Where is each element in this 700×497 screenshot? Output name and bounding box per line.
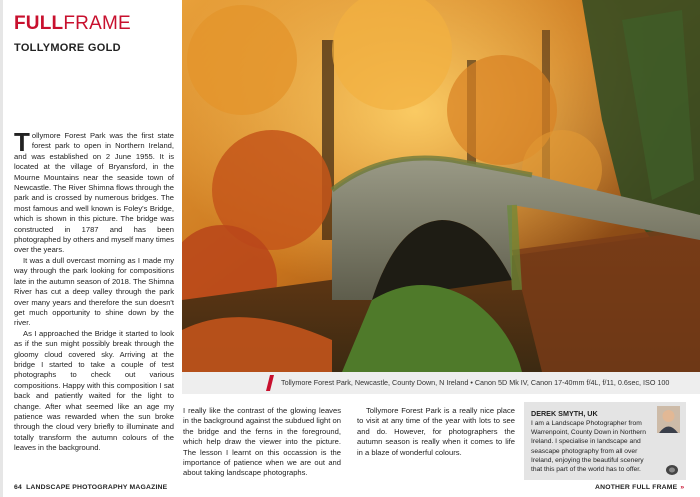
page-footer <box>14 484 167 491</box>
photo-caption: Tollymore Forest Park, Newcastle, County Down, N Ireland • Canon 5D Mk IV, Canon 17-40mm f/4L, f/11, 0.6sec, ISO 100 <box>281 378 670 387</box>
page-number: 64 <box>14 484 22 491</box>
page-edge <box>0 0 3 497</box>
magazine-name: LANDSCAPE PHOTOGRAPHY MAGAZINE <box>26 484 168 491</box>
paragraph-1 <box>14 127 174 256</box>
paragraph-4: I really like the contrast of the glowing leaves in the background against the subdued light on the bridge and the ferns in the foreground, which help draw the viewer into the picture. The lesson I learnt on this occassion is the importance of patience when we are out and about taking landscape photographs. <box>183 406 341 478</box>
double-chevron-right-icon: » <box>680 484 685 491</box>
section-masthead <box>14 13 131 35</box>
article-title: TOLLYMORE GOLD <box>14 42 121 54</box>
avatar <box>657 406 680 433</box>
author-name: DEREK SMYTH, UK <box>531 409 598 418</box>
masthead-bold: FULL <box>14 13 64 34</box>
paragraph-1-text: ollymore Forest Park was the first state forest park to open in Northern Ireland, and was established on 2 June 1955. It is located at the village of Bryansford, in the Mourne Mountains near the seaside town of Newcastle. The River Shimna flows through the park and is crossed by numerous bridges. The most famous and well known is Foley's Bridge, which is shown in this picture. The bridge was constructed in 1787 and has been photographed by others and myself many times over the years. <box>14 131 174 255</box>
paragraph-3: As I approached the Bridge it started to look as if the sun might possibly break through the gloomy cloud covered sky. Arriving at the bridge I started to take a couple of test photographs to check out various compositions. Happy with this composition I sat back and patiently waited for the light to change. After what seemed like an age my patience was rewarded when the sun broke through the cloud very briefly to illuminate and totally transform the autumn colours of the leaves in the background. <box>14 328 174 453</box>
author-bio: I am a Landscape Photographer from Warrenpoint, County Down in Northern Ireland. I specialise in landscape and seascape photography from all over Ireland, enjoying the beautiful scenery that this part of the world has to offer. <box>531 420 646 474</box>
feature-photo <box>182 0 700 372</box>
next-article-link[interactable] <box>595 484 684 491</box>
article-column-3 <box>357 406 515 458</box>
next-article-label[interactable]: ANOTHER FULL FRAME <box>595 484 678 491</box>
paragraph-5: Tollymore Forest Park is a really nice place to visit at any time of the year with lots to see and do. However, for photographers the autumn season is really when it comes to life in a blaze of wonderful colours. <box>357 406 515 457</box>
paragraph-2: It was a dull overcast morning as I made my way through the park looking for compositions late in the autumn season of 2018. The Shimna River has cut a deep valley through the park over many years and therefore the sun doesn't get much opportunity to shine down by the river. <box>14 255 174 328</box>
drop-cap: T <box>14 127 30 157</box>
article-column-1 <box>14 127 174 454</box>
masthead-light: FRAME <box>63 13 131 34</box>
avatar-portrait-icon <box>657 406 680 433</box>
camera-logo-icon <box>665 464 679 476</box>
article-column-2 <box>183 406 341 479</box>
forest-bridge-illustration <box>182 0 700 372</box>
